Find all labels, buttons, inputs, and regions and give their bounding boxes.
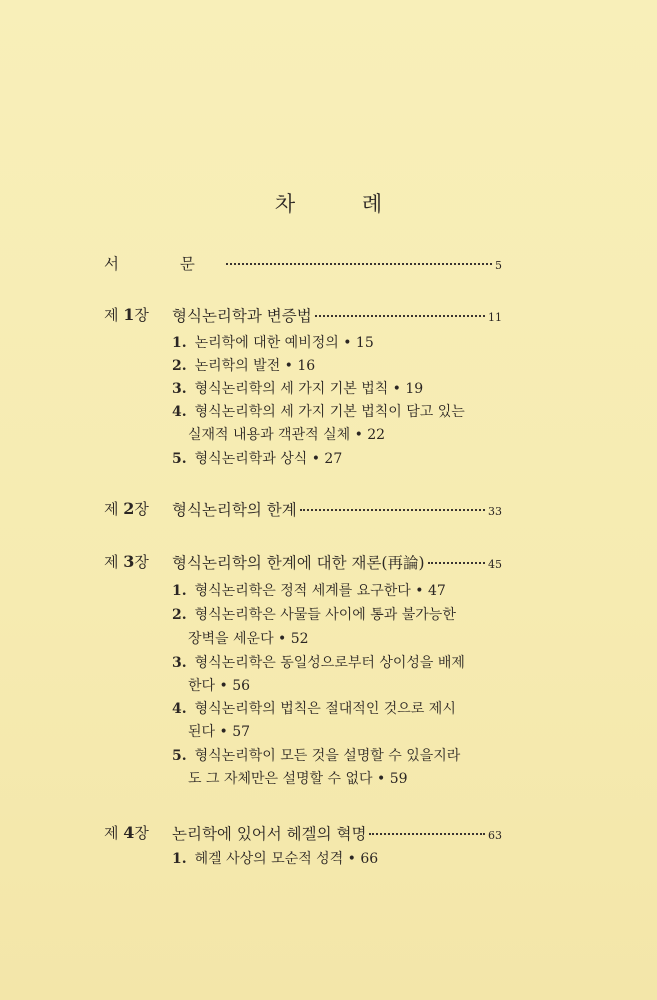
item-text: 형식논리학은 사물들 사이에 통과 불가능한 <box>194 607 456 623</box>
item-number: 2. <box>172 607 187 623</box>
item-number: 5. <box>172 748 187 764</box>
item-number: 1. <box>172 335 187 351</box>
item-text: 형식논리학의 세 가지 기본 법칙 • 19 <box>194 381 424 397</box>
leader-dots <box>300 509 485 511</box>
item-number: 3. <box>172 655 187 671</box>
item-text: 헤겔 사상의 모순적 성격 • 66 <box>194 851 379 867</box>
toc-chapter-2-row[interactable] <box>172 498 502 520</box>
chapter-prefix: 제 <box>104 306 119 324</box>
chapter-1-page: 11 <box>488 311 502 324</box>
item-text: 형식논리학은 동일성으로부터 상이성을 배제 <box>194 655 465 671</box>
chapter-number: 3 <box>123 552 135 571</box>
chapter-suffix: 장 <box>134 553 149 571</box>
item-number: 4. <box>172 404 187 420</box>
toc-item[interactable] <box>172 355 315 375</box>
chapter-suffix: 장 <box>134 306 149 324</box>
item-number: 5. <box>172 451 187 467</box>
toc-item-continuation: 도 그 자체만은 설명할 수 없다 • 59 <box>188 771 408 787</box>
item-text: 논리학에 대한 예비정의 • 15 <box>194 335 374 351</box>
chapter-suffix: 장 <box>134 824 149 842</box>
item-text: 형식논리학의 법칙은 절대적인 것으로 제시 <box>194 701 456 717</box>
toc-item[interactable] <box>172 580 446 600</box>
toc-item[interactable] <box>172 848 378 868</box>
chapter-2-label <box>104 498 149 519</box>
item-text: 형식논리학과 상식 • 27 <box>194 451 343 467</box>
toc-item[interactable] <box>172 604 456 624</box>
chapter-4-title: 논리학에 있어서 헤겔의 혁명 <box>172 825 367 843</box>
chapter-4-page: 63 <box>488 829 502 842</box>
item-number: 2. <box>172 358 187 374</box>
toc-item[interactable] <box>172 698 456 718</box>
chapter-number: 1 <box>123 305 135 324</box>
toc-chapter-1-row[interactable] <box>172 304 502 326</box>
page-title: 차 례 <box>274 192 413 216</box>
chapter-number: 2 <box>123 499 135 518</box>
item-number: 3. <box>172 381 187 397</box>
toc-item[interactable] <box>172 332 374 352</box>
chapter-1-title: 형식논리학과 변증법 <box>172 307 312 325</box>
item-number: 4. <box>172 701 187 717</box>
chapter-3-page: 45 <box>488 558 502 571</box>
toc-item[interactable] <box>172 401 465 421</box>
item-text: 논리학의 발전 • 16 <box>194 358 316 374</box>
preface-page: 5 <box>495 259 502 272</box>
toc-item[interactable] <box>172 448 342 468</box>
chapter-2-page: 33 <box>488 505 502 518</box>
item-text: 형식논리학이 모든 것을 설명할 수 있을지라 <box>194 748 461 764</box>
toc-item[interactable] <box>172 652 465 672</box>
chapter-suffix: 장 <box>134 500 149 518</box>
toc-item-continuation: 된다 • 57 <box>188 724 251 740</box>
chapter-prefix: 제 <box>104 553 119 571</box>
chapter-number: 4 <box>123 823 135 842</box>
chapter-prefix: 제 <box>104 500 119 518</box>
toc-item-continuation: 실재적 내용과 객관적 실체 • 22 <box>188 427 386 443</box>
leader-dots <box>226 263 492 265</box>
toc-chapter-4-row[interactable] <box>172 822 502 844</box>
toc-item[interactable] <box>172 745 460 765</box>
leader-dots <box>428 562 485 564</box>
leader-dots <box>369 833 485 835</box>
chapter-3-label <box>104 551 149 572</box>
item-text: 형식논리학의 세 가지 기본 법칙이 담고 있는 <box>194 404 465 420</box>
toc-item[interactable] <box>172 378 423 398</box>
toc-item-continuation: 한다 • 56 <box>188 678 251 694</box>
item-number: 1. <box>172 851 187 867</box>
leader-dots <box>315 315 485 317</box>
preface-label: 서 문 <box>104 255 223 273</box>
chapter-4-label <box>104 822 149 843</box>
toc-item-continuation: 장벽을 세운다 • 52 <box>188 631 309 647</box>
chapter-1-label <box>104 304 149 325</box>
toc-preface-row[interactable] <box>104 252 502 274</box>
chapter-2-title: 형식논리학의 한계 <box>172 501 297 519</box>
item-text: 형식논리학은 정적 세계를 요구한다 • 47 <box>194 583 446 599</box>
chapter-3-title: 형식논리학의 한계에 대한 재론(再論) <box>172 554 425 572</box>
chapter-prefix: 제 <box>104 824 119 842</box>
toc-chapter-3-row[interactable] <box>172 551 502 573</box>
item-number: 1. <box>172 583 187 599</box>
